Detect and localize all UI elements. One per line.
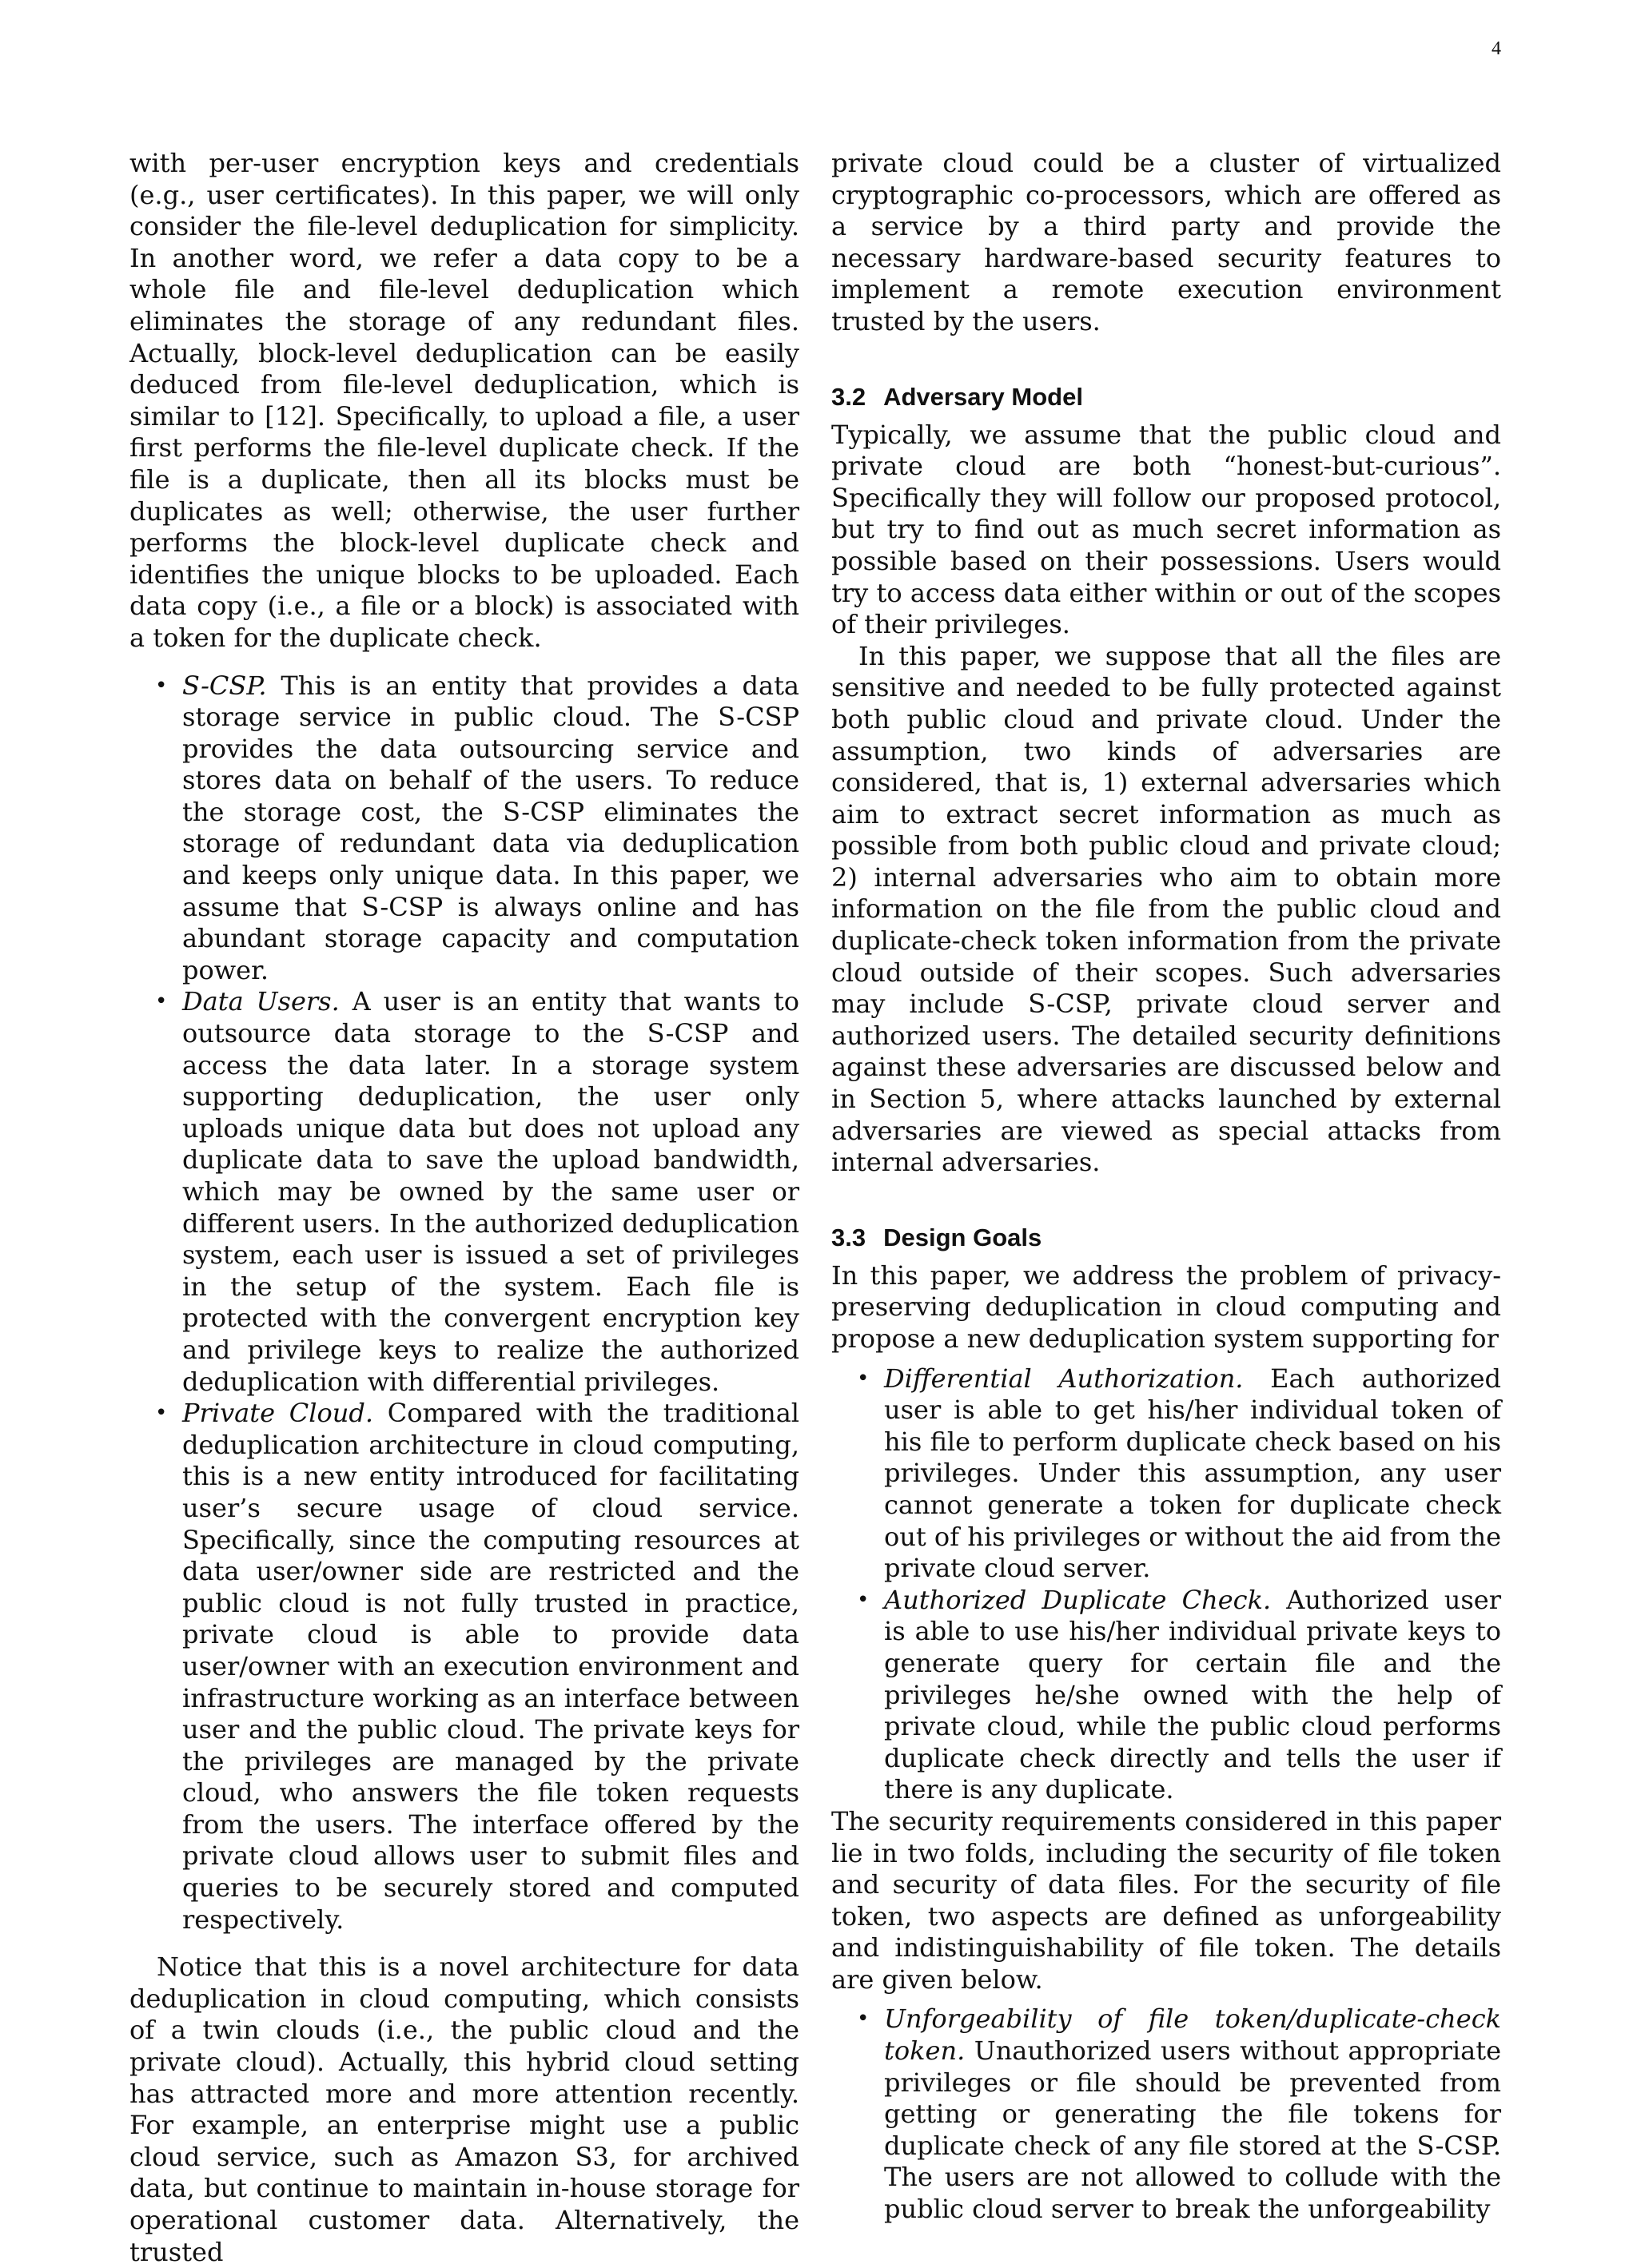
list-item-s-csp [155, 670, 799, 987]
page-number: 4 [1492, 38, 1501, 59]
right-column [831, 148, 1501, 2226]
section-title: Design Goals [883, 1223, 1042, 1251]
entity-term: Data Users. [182, 986, 340, 1017]
bullet-icon: • [155, 673, 168, 698]
list-item-unforgeability [857, 2003, 1501, 2225]
list-item-data-users [155, 986, 800, 1398]
section-heading-design-goals [831, 1222, 1501, 1254]
bullet-icon: • [857, 2007, 870, 2031]
design-goals-list [831, 1363, 1501, 1806]
goal-term: Authorized Duplicate Check. [884, 1584, 1272, 1615]
entity-description: This is an entity that provides a data storage service in public cloud. The S-CSP provides the data outsourcing service and stores data on behalf of the users. To reduce the storage cost, the S-CSP eliminates the storage of redundant data via deduplication and keeps only unique data. In this paper, we assume that S-CSP is always online and has abundant storage capacity and computation power. [182, 670, 799, 985]
bullet-icon: • [155, 989, 168, 1014]
goal-description: Authorized user is able to use his/her individual private keys to generate query for certain file and the privileges he/she owned with the help of private cloud, while the public cloud performs duplicate check directly and tells the user if there is any duplicate. [884, 1584, 1502, 1805]
intro-paragraph: with per-user encryption keys and credentials (e.g., user certificates). In this paper, we will only consider the file-level deduplication for simplicity. In another word, we refer a data copy to be a whole file and file-level deduplication which eliminates the storage of any redundant files. Actually, block-level deduplication can be easily deduced from file-level deduplication, which is similar to [12]. Specifically, to upload a file, a user first performs the file-level duplicate check. If the file is a duplicate, then all its blocks must be duplicates as well; otherwise, the user further performs the block-level duplicate check and identifies the unique blocks to be uploaded. Each data copy (i.e., a file or a block) is associated with a token for the duplicate check. [129, 148, 799, 653]
adversary-paragraph-2: In this paper, we suppose that all the files are sensitive and needed to be fully protected against both public cloud and private cloud. Under the assumption, two kinds of adversaries are considered, that is, 1) external adversaries which aim to extract secret information as much as possible from both public cloud and private cloud; 2) internal adversaries who aim to obtain more information on the file from the public cloud and duplicate-check token information from the private cloud outside of their scopes. Such adversaries may include S-CSP, private cloud server and authorized users. The detailed security definitions against these adversaries are discussed below and in Section 5, where attacks launched by external adversaries are viewed as special attacks from internal adversaries. [831, 640, 1501, 1178]
adversary-paragraph-1: Typically, we assume that the public cloud and private cloud are both “honest-but-curious”. Specifically they will follow our proposed protocol, but try to find out as much secret information as possible based on their possessions. Users would try to access data either within or out of the scopes of their privileges. [831, 419, 1501, 640]
list-item-private-cloud [155, 1398, 800, 1936]
closing-paragraph: Notice that this is a novel architecture for data deduplication in cloud computing, which consists of a twin clouds (i.e., the public cloud and the private cloud). Actually, this hybrid cloud setting has attracted more and more attention recently. For example, an enterprise might use a public cloud service, such as Amazon S3, for archived data, but continue to maintain in-house storage for operational customer data. Alternatively, the trusted [129, 1952, 799, 2267]
list-item-differential-authorization [857, 1363, 1502, 1585]
entity-description: A user is an entity that wants to outsource data storage to the S-CSP and access the data later. In a storage system supporting deduplication, the user only uploads unique data but does not upload any duplicate data to save the upload bandwidth, which may be owned by the same user or different users. In the authorized deduplication system, each user is issued a set of privileges in the setup of the system. Each file is protected with the convergent encryption key and privilege keys to realize the authorized deduplication with differential privileges. [182, 986, 800, 1397]
bullet-icon: • [857, 1587, 870, 1612]
section-heading-adversary-model [831, 381, 1501, 413]
list-item-authorized-duplicate-check [857, 1584, 1502, 1806]
goal-term: Differential Authorization. [884, 1363, 1244, 1394]
section-number: 3.2 [831, 382, 866, 411]
design-goals-intro: In this paper, we address the problem of privacy-preserving deduplication in cloud computing and propose a new deduplication system supporting for [831, 1259, 1501, 1354]
entity-term: S-CSP. [182, 670, 267, 701]
security-paragraph: The security requirements considered in this paper lie in two folds, including the security of file token and security of data files. For the security of file token, two aspects are defined as unforgeability and indistinguishability of file token. The details are given below. [831, 1805, 1501, 1995]
entity-list [129, 670, 799, 1936]
continuation-paragraph: private cloud could be a cluster of virtualized cryptographic co-processors, which are offered as a service by a third party and provide the necessary hardware-based security features to implement a remote execution environment trusted by the users. [831, 148, 1501, 336]
section-title: Adversary Model [883, 382, 1083, 411]
bullet-icon: • [155, 1401, 168, 1426]
security-list [831, 2003, 1501, 2225]
security-description: Unauthorized users without appropriate privileges or file should be prevented from getting or generating the file tokens for duplicate check of any file stored at the S-CSP. The users are not allowed to collude with the public cloud server to break the unforgeability [884, 2035, 1501, 2225]
bullet-icon: • [857, 1366, 870, 1391]
section-number: 3.3 [831, 1223, 866, 1251]
left-column [129, 148, 799, 2268]
entity-term: Private Cloud. [182, 1398, 373, 1429]
security-term: Unforgeability of file token/duplicate-check token. [884, 2003, 1501, 2067]
goal-description: Each authorized user is able to get his/her individual token of his file to perform duplicate check based on his privileges. Under this assumption, any user cannot generate a token for duplicate check out of his privileges or without the aid from the private cloud server. [884, 1363, 1502, 1584]
entity-description: Compared with the traditional deduplication architecture in cloud computing, this is a new entity introduced for facilitating user’s secure usage of cloud service. Specifically, since the computing resources at data user/owner side are restricted and the public cloud is not fully trusted in practice, private cloud is able to provide data user/owner with an execution environment and infrastructure working as an interface between user and the public cloud. The private keys for the privileges are managed by the private cloud, who answers the file token requests from the users. The interface offered by the private cloud allows user to submit files and queries to be securely stored and computed respectively. [182, 1398, 800, 1935]
